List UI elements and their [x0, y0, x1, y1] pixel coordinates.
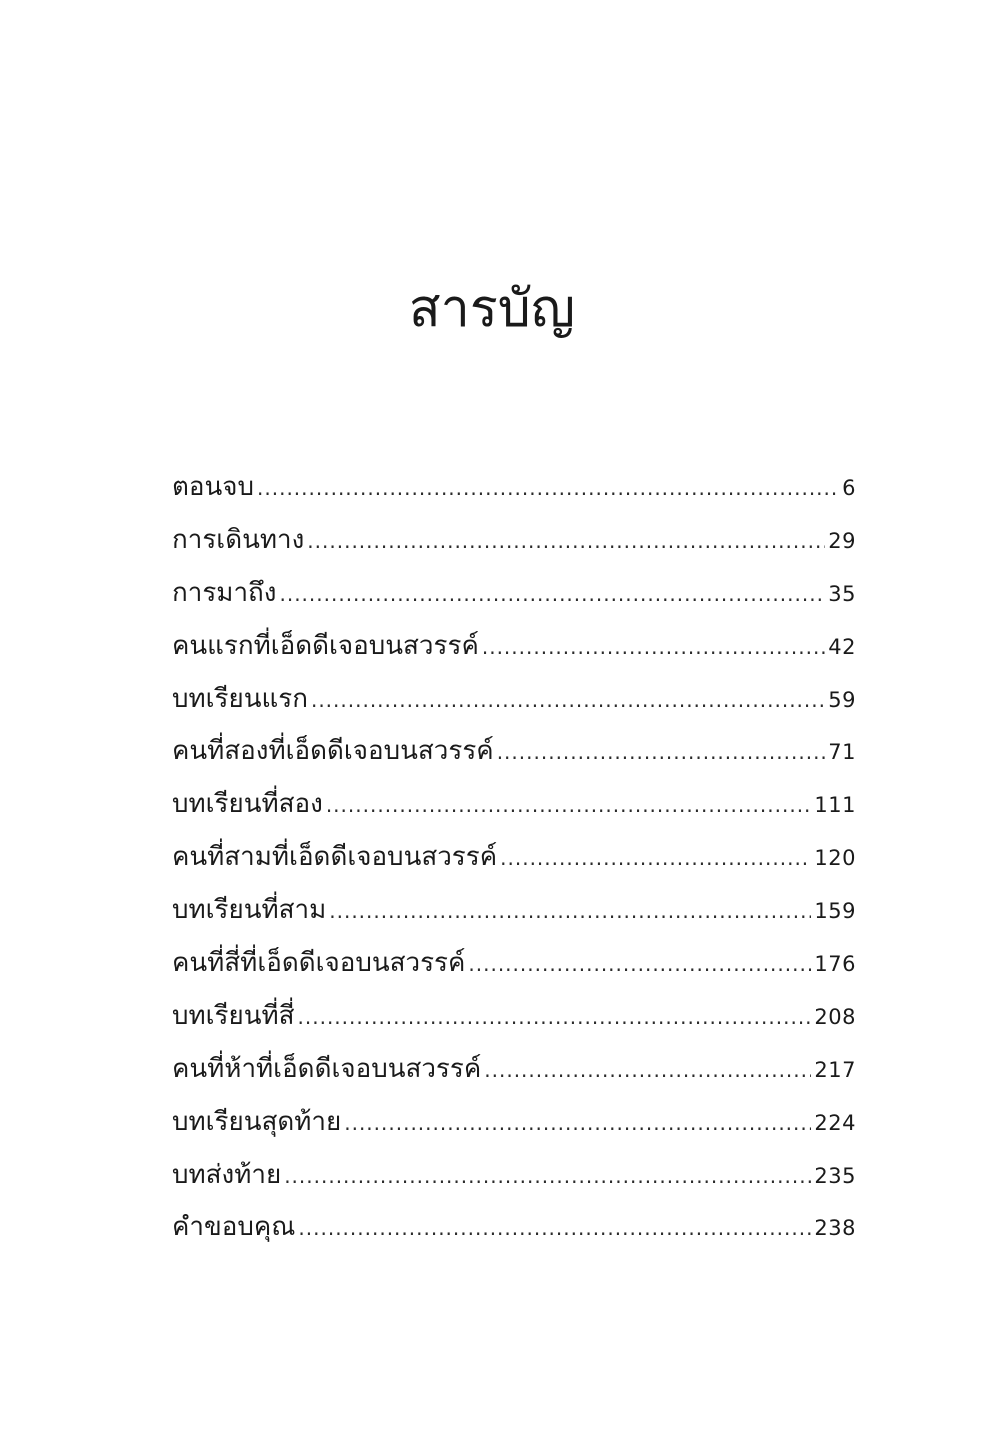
toc-entry	[172, 474, 856, 527]
toc-entry	[172, 791, 856, 844]
toc-entry-page: 120	[814, 846, 856, 871]
toc-dot-leader	[298, 1007, 812, 1027]
toc-entry	[172, 1053, 856, 1109]
toc-dot-leader	[344, 1113, 811, 1133]
toc-dot-leader	[298, 1218, 811, 1238]
toc-entry-label: คนที่สามที่เอ็ดดีเจอบนสวรรค์	[172, 842, 498, 873]
toc-entry-page: 238	[814, 1216, 856, 1241]
toc-entry-page: 159	[814, 899, 856, 924]
toc-dot-leader	[497, 742, 826, 762]
toc-entry-page: 235	[814, 1163, 856, 1188]
toc-entry	[172, 844, 856, 897]
toc-entry-page: 208	[814, 1004, 856, 1029]
toc-entry-page: 6	[842, 476, 856, 500]
toc-entry	[172, 1214, 856, 1267]
toc-entry	[172, 1000, 856, 1056]
toc-dot-leader	[257, 478, 839, 498]
toc-entry-label: บทเรียนที่สอง	[172, 789, 323, 820]
toc-entry-label: บทเรียนแรก	[172, 683, 308, 714]
toc-entry-label: การเดินทาง	[172, 524, 305, 555]
toc-dot-leader	[484, 1060, 811, 1080]
toc-entry	[172, 950, 856, 1003]
table-of-contents	[172, 474, 856, 1267]
toc-entry-label: คนแรกที่เอ็ดดีเจอบนสวรรค์	[172, 630, 479, 661]
toc-entry	[172, 1106, 856, 1162]
toc-entry	[172, 577, 856, 633]
toc-entry-label: คนที่สี่ที่เอ็ดดีเจอบนสวรรค์	[172, 948, 466, 979]
toc-entry-page: 111	[814, 793, 856, 818]
toc-entry-label: คนที่ห้าที่เอ็ดดีเจอบนสวรรค์	[172, 1053, 482, 1084]
toc-entry-label: บทส่งท้าย	[172, 1159, 282, 1190]
toc-entry-label: คำขอบคุณ	[172, 1212, 296, 1243]
toc-entry-page: 29	[828, 528, 856, 553]
toc-entry	[172, 897, 856, 950]
toc-entry-label: การมาถึง	[172, 577, 277, 608]
toc-dot-leader	[307, 531, 825, 551]
toc-entry	[172, 524, 856, 580]
toc-dot-leader	[284, 1166, 811, 1186]
toc-entry	[172, 738, 856, 791]
toc-dot-leader	[482, 637, 825, 657]
toc-entry-page: 176	[814, 952, 856, 977]
toc-entry-page: 224	[814, 1110, 856, 1135]
toc-dot-leader	[326, 795, 812, 815]
toc-entry	[172, 683, 856, 739]
toc-dot-leader	[279, 584, 825, 604]
toc-entry-page: 42	[828, 634, 856, 659]
toc-entry-page: 71	[828, 740, 856, 765]
toc-dot-leader	[329, 901, 811, 921]
toc-entry-label: บทเรียนที่สาม	[172, 895, 327, 926]
page-title: สารบัญ	[408, 279, 576, 339]
toc-entry-label: ตอนจบ	[172, 472, 255, 502]
toc-entry-page: 35	[828, 581, 856, 606]
toc-dot-leader	[468, 954, 811, 974]
toc-dot-leader	[311, 690, 825, 710]
toc-entry-label: บทเรียนสุดท้าย	[172, 1106, 342, 1137]
toc-entry	[172, 1159, 856, 1215]
toc-entry-label: บทเรียนที่สี่	[172, 1000, 295, 1031]
toc-entry	[172, 630, 856, 686]
toc-entry-page: 59	[828, 687, 856, 712]
toc-entry-label: คนที่สองที่เอ็ดดีเจอบนสวรรค์	[172, 736, 494, 767]
toc-entry-page: 217	[814, 1057, 856, 1082]
toc-dot-leader	[500, 848, 811, 868]
